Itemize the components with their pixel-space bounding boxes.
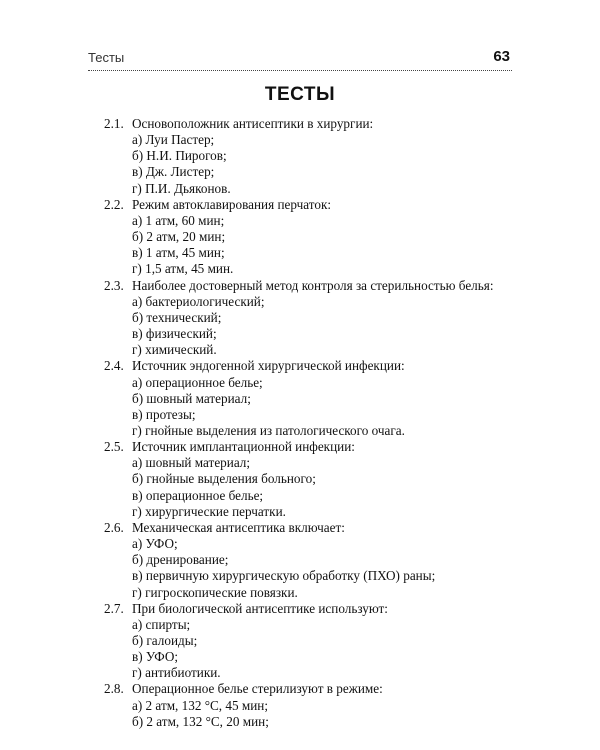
- question: [104, 601, 524, 617]
- answer-option: г) антибиотики.: [132, 665, 221, 681]
- question: [104, 681, 524, 697]
- question-number: 2.8.: [104, 681, 124, 697]
- answer-option: г) П.И. Дьяконов.: [132, 180, 231, 196]
- answer-options: [104, 455, 524, 520]
- answer-option: г) 1,5 атм, 45 мин.: [132, 261, 234, 277]
- answer-option: в) 1 атм, 45 мин;: [132, 245, 225, 261]
- answer-option: а) УФО;: [132, 536, 178, 552]
- question-block: [104, 681, 524, 729]
- answer-option: б) технический;: [132, 309, 222, 325]
- answer-option: г) хирургические перчатки.: [132, 503, 286, 519]
- question-number: 2.3.: [104, 277, 124, 293]
- answer-option: г) гнойные выделения из патологического очага.: [132, 422, 405, 438]
- question-text: Источник имплантационной инфекции:: [132, 439, 355, 455]
- answer-option: б) 2 атм, 20 мин;: [132, 229, 226, 245]
- answer-options: [104, 617, 524, 682]
- question-text: Наиболее достоверный метод контроля за стерильностью белья:: [132, 277, 494, 293]
- answer-options: [104, 375, 524, 440]
- question-block: [104, 197, 524, 278]
- answer-option: в) первичную хирургическую обработку (ПХО) раны;: [132, 568, 436, 584]
- answer-option: в) операционное белье;: [132, 487, 264, 503]
- answer-option: б) 2 атм, 132 °С, 20 мин;: [132, 713, 269, 729]
- answer-option: б) дренирование;: [132, 552, 229, 568]
- question: [104, 278, 524, 294]
- answer-option: б) галоиды;: [132, 633, 198, 648]
- answer-options: [104, 132, 524, 197]
- answer-option: а) операционное белье;: [132, 374, 263, 390]
- question-text: Режим автоклавирования перчаток:: [132, 196, 332, 212]
- question-number: 2.2.: [104, 196, 124, 212]
- answer-option: в) Дж. Листер;: [132, 164, 215, 180]
- question: [104, 439, 524, 455]
- question-block: [104, 278, 524, 359]
- answer-option: в) протезы;: [132, 406, 196, 422]
- question: [104, 520, 524, 536]
- question-number: 2.7.: [104, 600, 124, 616]
- answer-option: б) шовный материал;: [132, 390, 251, 406]
- answer-options: [104, 213, 524, 278]
- answer-option: а) спирты;: [132, 616, 191, 632]
- question-number: 2.5.: [104, 439, 124, 455]
- question: [104, 116, 524, 132]
- answer-options: [104, 294, 524, 359]
- answer-option: в) УФО;: [132, 649, 179, 665]
- answer-options: [104, 698, 524, 730]
- question: [104, 358, 524, 374]
- answer-option: г) химический.: [132, 342, 217, 358]
- answer-options: [104, 536, 524, 601]
- question-text: Операционное белье стерилизуют в режиме:: [132, 681, 383, 697]
- question-number: 2.4.: [104, 358, 124, 374]
- question-block: [104, 439, 524, 520]
- question-block: [104, 601, 524, 682]
- answer-option: в) физический;: [132, 326, 217, 342]
- question-text: Основоположник антисептики в хирургии:: [132, 116, 374, 131]
- question-number: 2.6.: [104, 519, 124, 535]
- answer-option: а) Луи Пастер;: [132, 132, 215, 148]
- running-head: [88, 48, 512, 71]
- questions-list: [104, 116, 524, 730]
- question-block: [104, 116, 524, 197]
- answer-option: а) бактериологический;: [132, 293, 265, 309]
- page-number: 63: [493, 48, 510, 65]
- answer-option: б) гнойные выделения больного;: [132, 471, 316, 487]
- answer-option: г) гигроскопические повязки.: [132, 584, 298, 600]
- question-text: При биологической антисептике используют:: [132, 600, 388, 616]
- question-number: 2.1.: [104, 116, 124, 131]
- question-block: [104, 358, 524, 439]
- page-title: ТЕСТЫ: [264, 84, 336, 105]
- answer-option: а) 1 атм, 60 мин;: [132, 212, 225, 228]
- question-block: [104, 520, 524, 601]
- running-head-title: Тесты: [88, 50, 125, 65]
- question: [104, 197, 524, 213]
- question-text: Источник эндогенной хирургической инфекции:: [132, 358, 405, 374]
- answer-option: а) 2 атм, 132 °С, 45 мин;: [132, 697, 268, 713]
- question-text: Механическая антисептика включает:: [132, 519, 345, 535]
- answer-option: а) шовный материал;: [132, 455, 251, 471]
- answer-option: б) Н.И. Пирогов;: [132, 148, 227, 164]
